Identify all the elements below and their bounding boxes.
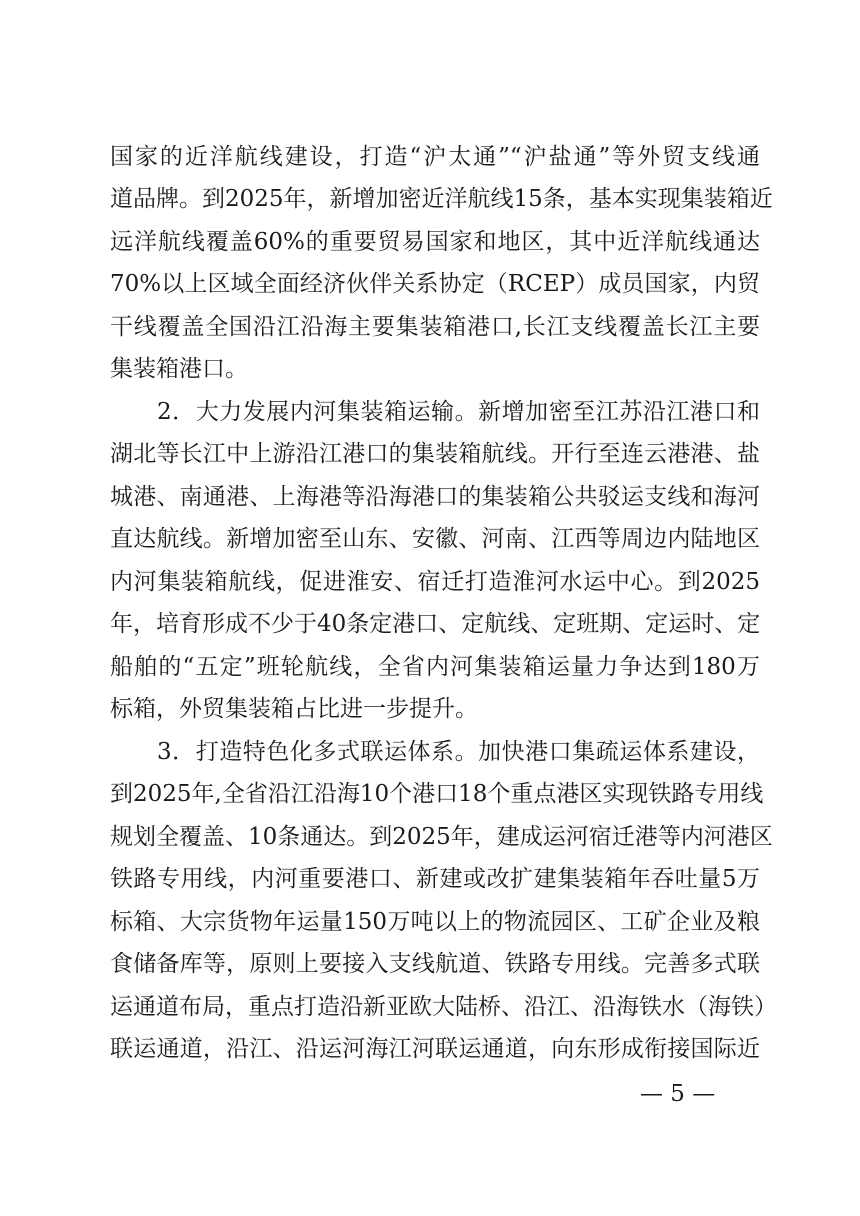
text-line: 铁路专用线，内河重要港口、新建或改扩建集装箱年吞吐量5万 [110, 866, 760, 892]
paragraph-first-line: 2．大力发展内河集装箱运输。新增加密至江苏沿江港口和 [157, 399, 760, 425]
text-line: 到2025年,全省沿江沿海10个港口18个重点港区实现铁路专用线 [110, 781, 764, 807]
text-line: 标箱、大宗货物年运量150万吨以上的物流园区、工矿企业及粮 [110, 909, 760, 935]
text-line: 国家的近洋航线建设，打造“沪太通”“沪盐通”等外贸支线通 [110, 144, 760, 170]
text-line: 标箱，外贸集装箱占比进一步提升。 [110, 696, 478, 722]
text-line: 内河集装箱航线，促进淮安、宿迁打造淮河水运中心。到2025 [110, 569, 760, 595]
paragraph-first-line: 3．打造特色化多式联运体系。加快港口集疏运体系建设， [157, 739, 760, 765]
text-line: 年，培育形成不少于40条定港口、定航线、定班期、定运时、定 [110, 611, 761, 637]
text-line: 远洋航线覆盖60%的重要贸易国家和地区，其中近洋航线通达 [110, 229, 760, 255]
page-number: — 5 — [640, 1081, 716, 1107]
text-line: 船舶的“五定”班轮航线，全省内河集装箱运量力争达到180万 [110, 654, 760, 680]
text-line: 食储备库等，原则上要接入支线航道、铁路专用线。完善多式联 [110, 951, 760, 977]
text-line: 规划全覆盖、10条通达。到2025年，建成运河宿迁港等内河港区 [110, 824, 773, 850]
text-line: 干线覆盖全国沿江沿海主要集装箱港口,长江支线覆盖长江主要 [110, 314, 760, 340]
text-line: 运通道布局，重点打造沿新亚欧大陆桥、沿江、沿海铁水（海铁） [110, 994, 777, 1020]
text-line: 道品牌。到2025年，新增加密近洋航线15条，基本实现集装箱近 [110, 186, 773, 212]
text-line: 联运通道，沿江、沿运河海江河联运通道，向东形成衔接国际近 [110, 1036, 760, 1062]
text-line: 集装箱港口。 [110, 356, 248, 382]
text-line: 湖北等长江中上游沿江港口的集装箱航线。开行至连云港港、盐 [110, 441, 760, 467]
text-line: 70%以上区域全面经济伙伴关系协定（RCEP）成员国家，内贸 [110, 271, 760, 297]
text-line: 城港、南通港、上海港等沿海港口的集装箱公共驳运支线和海河 [110, 484, 760, 510]
text-line: 直达航线。新增加密至山东、安徽、河南、江西等周边内陆地区 [110, 526, 760, 552]
